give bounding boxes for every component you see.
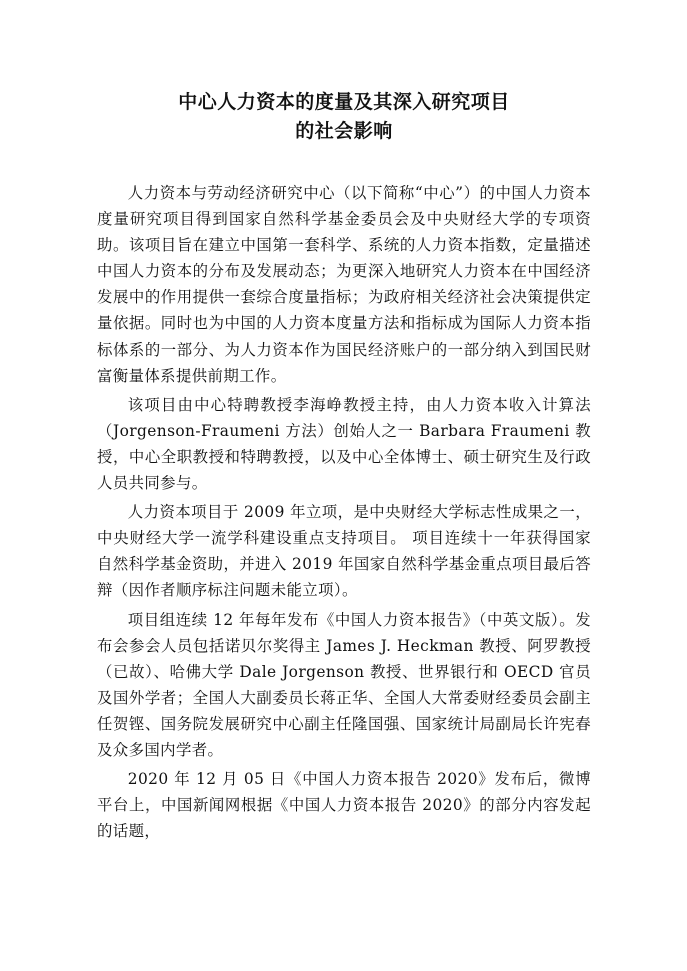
paragraph-2: 该项目由中心特聘教授李海峥教授主持，由人力资本收入计算法（Jorgenson-Fraumeni 方法）创始人之一 Barbara Fraumeni 教授，中心全职教授和特聘教授，以及中心全体博士、硕士研究生及行政人员共同参与。: [97, 395, 591, 493]
document-title: [97, 88, 591, 146]
title-line-2: 的社会影响: [295, 120, 393, 142]
paragraph-1: 人力资本与劳动经济研究中心（以下简称“中心”）的中国人力资本度量研究项目得到国家自然科学基金委员会及中央财经大学的专项资助。该项目旨在建立中国第一套科学、系统的人力资本指数，定量描述中国人力资本的分布及发展动态；为更深入地研究人力资本在中国经济发展中的作用提供一套综合度量指标；为政府相关经济社会决策提供定量依据。同时也为中国的人力资本度量方法和指标成为国际人力资本指标体系的一部分、为人力资本作为国民经济账户的一部分纳入到国民财富衡量体系提供前期工作。: [97, 184, 591, 385]
paragraph-3: 人力资本项目于 2009 年立项，是中央财经大学标志性成果之一，中央财经大学一流学科建设重点支持项目。 项目连续十一年获得国家自然科学基金资助，并进入 2019 年国家自然科学基金重点项目最后答辩（因作者顺序标注问题未能立项）。: [97, 503, 591, 600]
title-line-1: 中心人力资本的度量及其深入研究项目: [178, 91, 510, 113]
paragraph-5: 2020 年 12 月 05 日《中国人力资本报告 2020》发布后，微博平台上，中国新闻网根据《中国人力资本报告 2020》的部分内容发起的话题，: [97, 770, 591, 841]
paragraph-4: 项目组连续 12 年每年发布《中国人力资本报告》（中英文版）。发布会参会人员包括诺贝尔奖得主 James J. Heckman 教授、阿罗教授（已故）、哈佛大学 Dale Jorgenson 教授、世界银行和 OECD 官员及国外学者；全国人大副委员长蒋正华、全国人大常委财经委员会副主任贺铿、国务院发展研究中心副主任隆国强、国家统计局副局长许宪春及众多国内学者。: [97, 610, 591, 759]
